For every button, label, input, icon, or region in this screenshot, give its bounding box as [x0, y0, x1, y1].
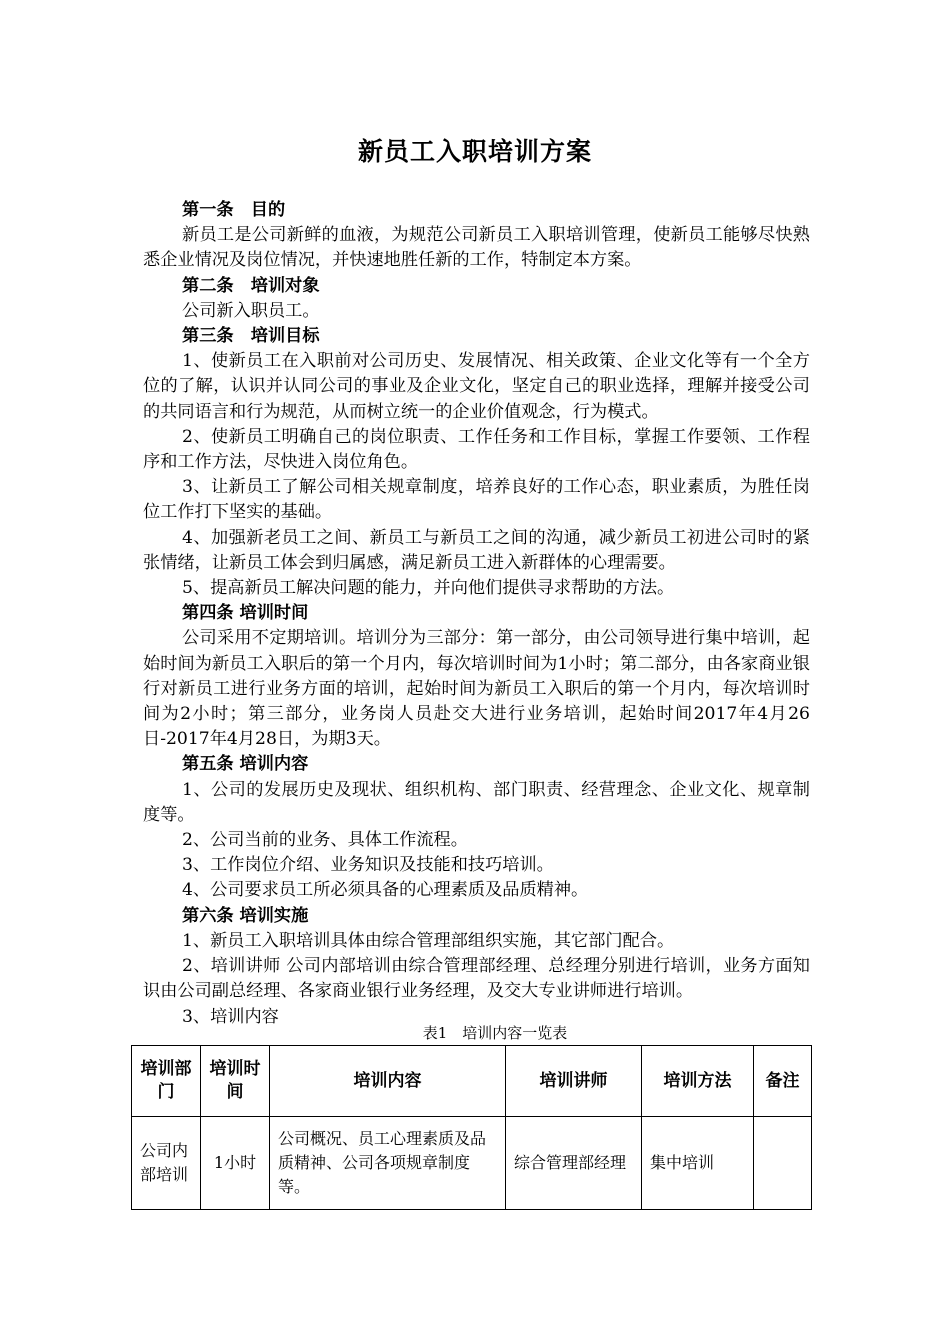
section-heading: 第一条 目的 [182, 200, 286, 220]
paragraph: 1、公司的发展历史及现状、组织机构、部门职责、经营理念、企业文化、规章制度等。 [143, 779, 810, 825]
cell-remarks [754, 1117, 812, 1210]
header-method: 培训方法 [642, 1046, 754, 1117]
cell-lecturer: 综合管理部经理 [506, 1117, 642, 1210]
paragraph: 公司新入职员工。 [182, 300, 320, 321]
cell-method: 集中培训 [642, 1117, 754, 1210]
section-heading: 第五条 培训内容 [182, 754, 309, 775]
paragraph: 4、公司要求员工所必须具备的心理素质及品质精神。 [182, 880, 589, 901]
paragraph: 公司采用不定期培训。培训分为三部分：第一部分，由公司领导进行集中培训，起始时间为新员工入职后的第一个月内，每次培训时间为1小时；第二部分，由各家商业银行对新员工进行业务方面的培训，起始时间为新员工入职后的第一个月内，每次培训时间为2小时；第三部分，业务岗人员赴交大进行业务培训，起始时间2017年4月26日-2017年4月28日，为期3天。 [143, 628, 810, 750]
paragraph: 3、培训内容 [182, 1006, 279, 1027]
header-time: 培训时间 [201, 1046, 270, 1117]
paragraph: 新员工是公司新鲜的血液，为规范公司新员工入职培训管理，使新员工能够尽快熟悉企业情况及岗位情况，并快速地胜任新的工作，特制定本方案。 [143, 225, 810, 271]
cell-department: 公司内部培训 [132, 1117, 201, 1210]
header-lecturer: 培训讲师 [506, 1046, 642, 1117]
paragraph: 3、工作岗位介绍、业务知识及技能和技巧培训。 [182, 855, 554, 876]
document-title: 新员工入职培训方案 [357, 137, 592, 166]
paragraph: 5、提高新员工解决问题的能力，并向他们提供寻求帮助的方法。 [182, 578, 675, 599]
section-heading: 第三条 培训目标 [182, 326, 320, 347]
header-department: 培训部门 [132, 1046, 201, 1117]
header-remarks: 备注 [754, 1046, 812, 1117]
cell-content: 公司概况、员工心理素质及品质精神、公司各项规章制度等。 [270, 1117, 506, 1210]
cell-time: 1小时 [201, 1117, 270, 1210]
paragraph: 4、加强新老员工之间、新员工与新员工之间的沟通，减少新员工初进公司时的紧张情绪，让新员工体会到归属感，满足新员工进入新群体的心理需要。 [143, 527, 810, 573]
paragraph: 2、使新员工明确自己的岗位职责、工作任务和工作目标，掌握工作要领、工作程序和工作方法，尽快进入岗位角色。 [143, 426, 810, 473]
section-heading: 第六条 培训实施 [182, 905, 309, 926]
section-heading: 第二条 培训对象 [182, 275, 320, 296]
table-header-row [132, 1046, 812, 1117]
paragraph: 2、培训讲师 公司内部培训由综合管理部经理、总经理分别进行培训，业务方面知识由公司副总经理、各家商业银行业务经理，及交大专业讲师进行培训。 [143, 956, 810, 1002]
document-body [143, 198, 810, 1030]
paragraph: 3、让新员工了解公司相关规章制度，培养良好的工作心态，职业素质，为胜任岗位工作打下坚实的基础。 [143, 477, 810, 523]
training-content-table [131, 1045, 812, 1210]
paragraph: 2、公司当前的业务、具体工作流程。 [182, 830, 468, 851]
table-row [132, 1117, 812, 1210]
table-caption: 表1 培训内容一览表 [422, 1024, 568, 1042]
section-heading: 第四条 培训时间 [182, 603, 309, 624]
paragraph: 1、新员工入职培训具体由综合管理部组织实施，其它部门配合。 [182, 930, 675, 951]
paragraph: 1、使新员工在入职前对公司历史、发展情况、相关政策、企业文化等有一个全方位的了解，认识并认同公司的事业及企业文化，坚定自己的职业选择，理解并接受公司的共同语言和行为规范，从而树立统一的企业价值观念，行为模式。 [143, 351, 810, 422]
header-content: 培训内容 [270, 1046, 506, 1117]
